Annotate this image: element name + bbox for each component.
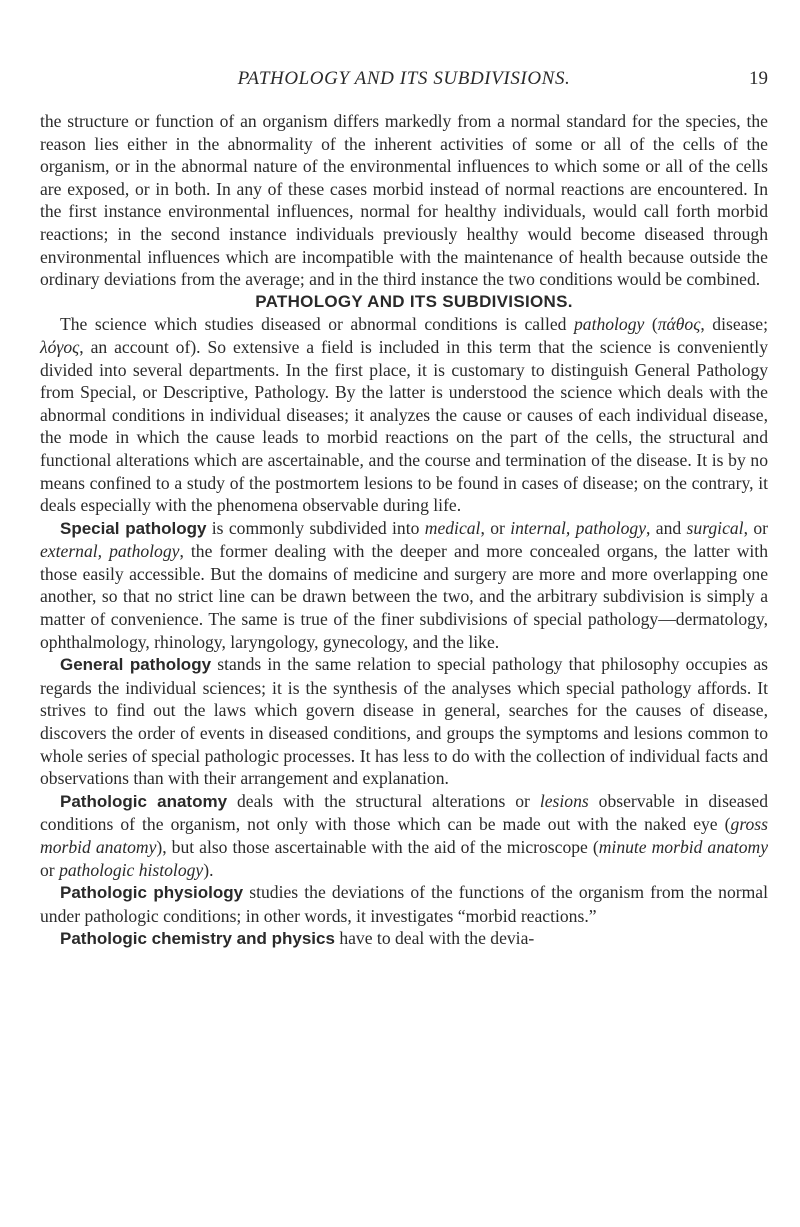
term-medical: medical (424, 517, 481, 538)
text-run: studies the deviations of the functions of the organism from the normal under pathologic conditions; in other words, it investigates “morbid reactions.” (40, 882, 768, 926)
term-general-pathology: General pathology (60, 655, 212, 675)
text-run: have to deal with the devia- (334, 928, 535, 949)
text-run: ), but also those ascertainable with the aid of the microscope ( (156, 837, 599, 857)
text-run: observable in diseased conditions of the organism, not only with those which can be made out with the naked eye ( (40, 790, 768, 835)
section-heading: PATHOLOGY AND ITS SUBDIVISIONS. (255, 291, 573, 311)
paragraph-continuation: the structure or function of an organism differs markedly from a normal standard for the species, the reason lies either in the abnormality of the inherent activities of some or all of the cells of the organism, or in the abnormal nature of the environmental influences to which some or all of the cells are exposed, or in both. In any of these cases morbid instead of normal reactions are encountered. In the first instance environmental influences, normal for healthy individuals, would call forth morbid reactions; in the second instance individuals previously healthy would become diseased through environmental influences which are incompatible with the maintenance of health because outside the ordinary deviations from the average; and in the third instance the two conditions would be combined. (40, 111, 768, 290)
term-pathologic-chemistry-physics: Pathologic chemistry and physics (60, 929, 335, 949)
greek-pathos: πάθος (657, 314, 701, 335)
text-run: , an account of). So extensive a field is included in this term that the science is conveniently divided into several departments. In the first place, it is customary to distinguish General Pathology from Special, or Descriptive, Pathology. By the latter is understood the science which deals with the abnormal conditions in individual diseases; it analyzes the cause or causes of each individual disease, the mode in which the cause leads to morbid reactions on the part of the cells, the structural and functional alterations which are ascertainable, and the course and termination of the disease. It is by no means confined to a study of the postmortem lesions to be found in cases of disease; on the contrary, it deals especially with the phenomena observable during life. (40, 336, 768, 516)
paragraph-pathology-definition (40, 313, 768, 516)
paragraph-general-pathology (40, 653, 768, 790)
term-special-pathology: Special pathology (60, 518, 207, 538)
term-internal-pathology: internal, pathology (510, 517, 647, 538)
term-external-pathology: external, pathology (40, 541, 180, 562)
text-run: ( (644, 314, 658, 335)
term-pathologic-physiology: Pathologic physiology (60, 883, 244, 903)
term-pathology: pathology (573, 314, 645, 335)
running-head (40, 0, 768, 89)
running-title: PATHOLOGY AND ITS SUBDIVISIONS. (237, 68, 571, 89)
text-run: , disease; (700, 314, 768, 335)
text-run: or (40, 859, 60, 880)
term-lesions: lesions (539, 790, 589, 811)
paragraph-pathologic-anatomy (40, 790, 768, 881)
text-run: , the former dealing with the deeper and more concealed organs, the latter with those easily accessible. But the domains of medicine and surgery are more and more overlapping one another, so that no strict line can be drawn between the two, and the arbitrary subdivision is simply a matter of convenience. The same is true of the finer subdivisions of special pathology—dermatology, ophthalmology, rhinology, laryngology, gynecology, and the like. (40, 541, 768, 652)
paragraph-pathologic-physiology (40, 881, 768, 927)
text-run: deals with the structural alterations or (227, 790, 540, 811)
paragraph-special-pathology (40, 517, 768, 654)
text-run: , or (743, 517, 768, 538)
text-run: , or (480, 517, 511, 538)
page-number: 19 (749, 68, 768, 89)
text-run: The science which studies diseased or abnormal conditions is called (60, 314, 574, 335)
paragraph-pathologic-chemistry (40, 927, 768, 951)
body-text (40, 110, 768, 951)
term-surgical: surgical (686, 517, 744, 538)
text-run: stands in the same relation to special pathology that philosophy occupies as regards the individual sciences; it is the synthesis of the analyses which special pathology affords. It strives to find out the laws which govern disease in general, searches for the causes of disease, discovers the order of events in diseased conditions, and groups the symptoms and lesions common to whole series of special pathologic processes. It has less to do with the collection of individual facts and observations than with their arrangement and explanation. (40, 654, 768, 789)
term-pathologic-histology: pathologic histology (59, 859, 204, 880)
text-run: , and (646, 517, 687, 538)
text-run: ). (203, 859, 214, 880)
term-pathologic-anatomy: Pathologic anatomy (60, 791, 228, 811)
term-gross-morbid-anatomy: gross morbid anatomy (40, 814, 768, 857)
term-minute-morbid-anatomy: minute morbid anatomy (598, 837, 769, 857)
greek-logos: λόγος (40, 336, 80, 357)
text-run: is commonly subdivided into (206, 517, 425, 538)
book-page (40, 0, 769, 949)
